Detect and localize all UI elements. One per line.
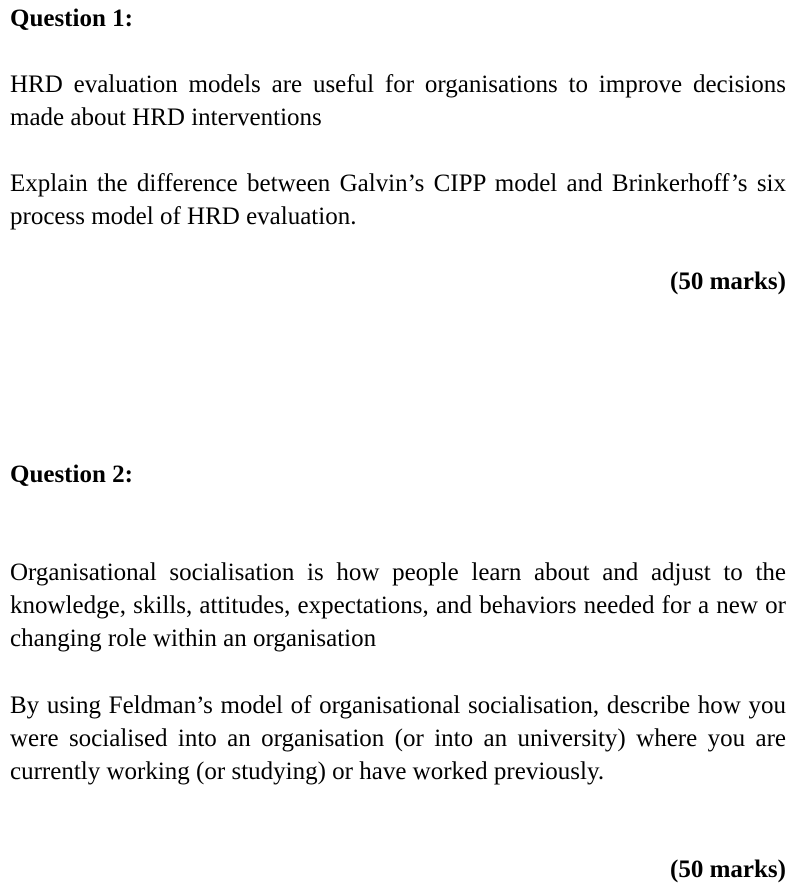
question-1-marks: (50 marks): [670, 268, 786, 295]
question-1-title: Question 1:: [10, 5, 133, 32]
question-2-title: Question 2:: [10, 461, 133, 488]
question-1-context: HRD evaluation models are useful for organisations to improve decisions made about HRD interventions: [10, 71, 786, 131]
question-1-task: Explain the difference between Galvin’s CIPP model and Brinkerhoff’s six process model of HRD evaluation.: [10, 170, 786, 230]
question-2-context: Organisational socialisation is how people learn about and adjust to the knowledge, skills, attitudes, expectations, and behaviors needed for a new or changing role within an organisation: [10, 559, 786, 652]
question-2-marks: (50 marks): [670, 856, 786, 883]
question-2-task: By using Feldman’s model of organisational socialisation, describe how you were socialised into an organisation (or into an university) where you are currently working (or studying) or have worked previously.: [10, 692, 786, 785]
